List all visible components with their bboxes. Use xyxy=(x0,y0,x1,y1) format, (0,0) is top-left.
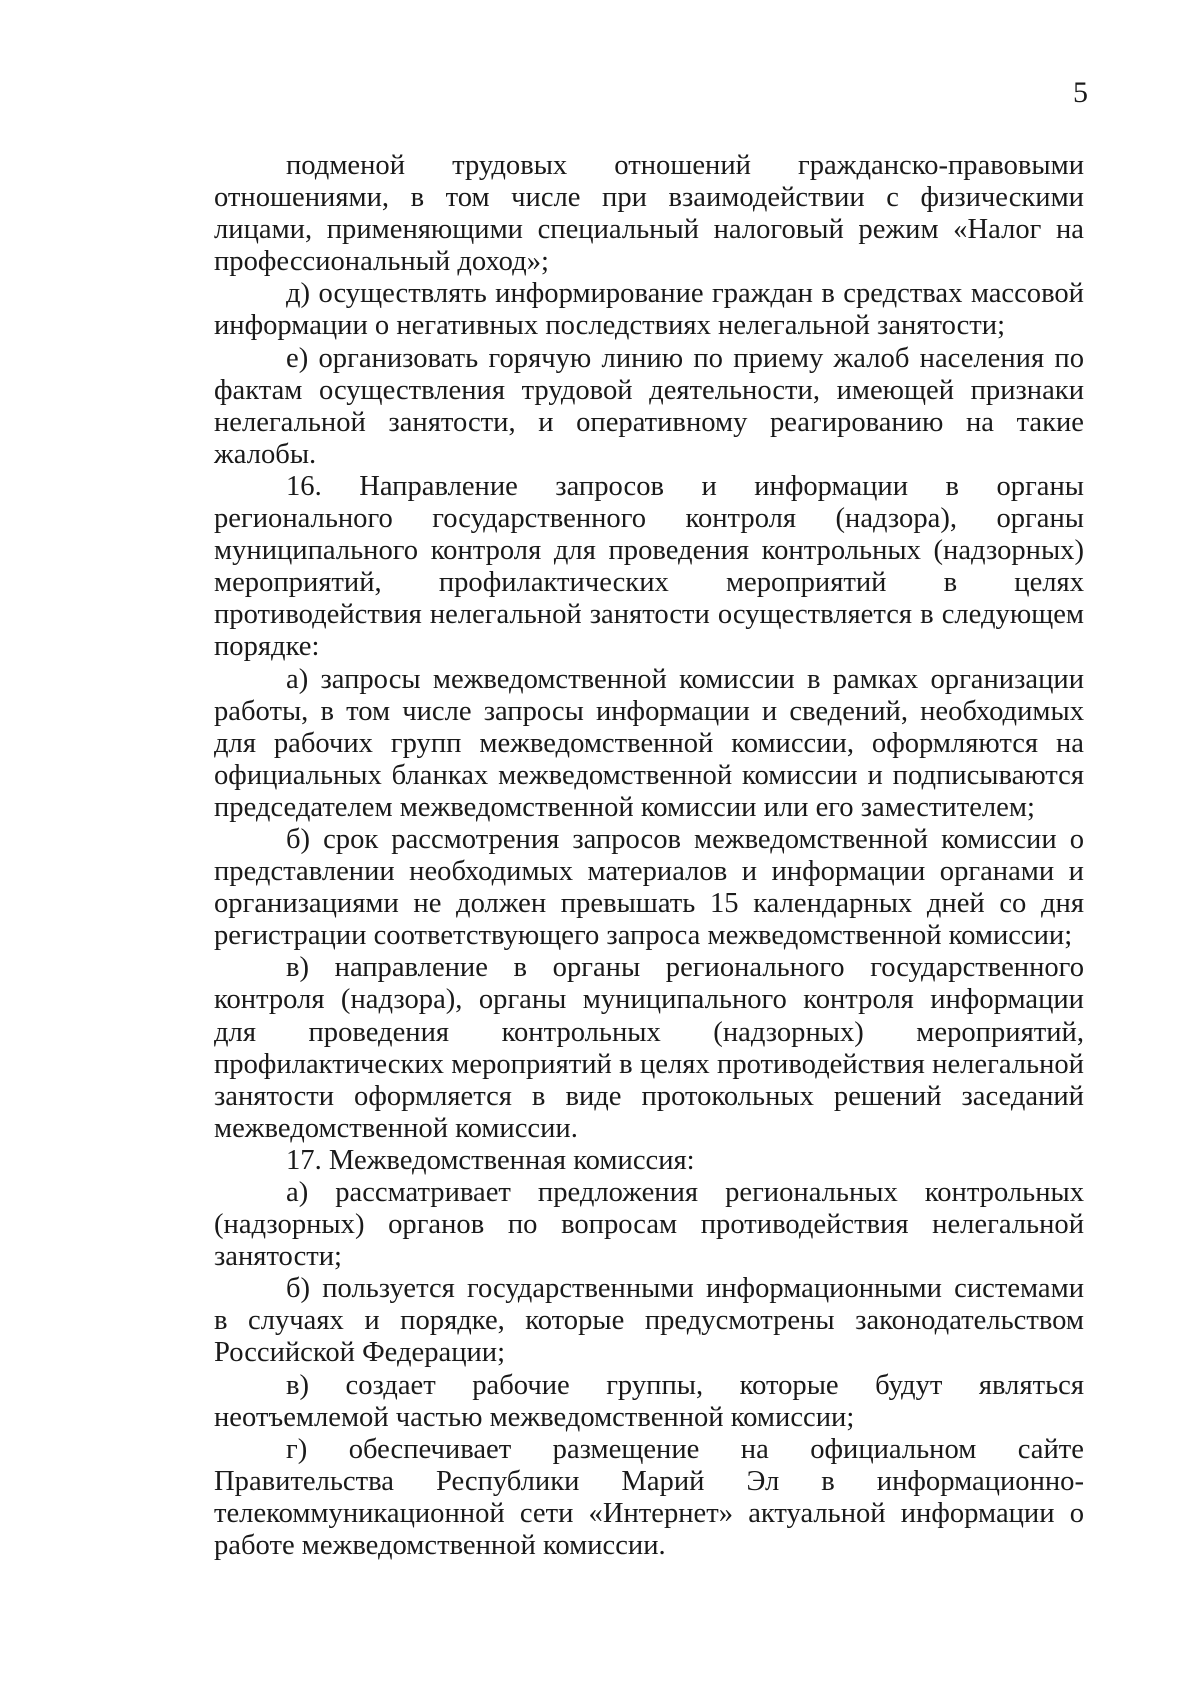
page-number: 5 xyxy=(1073,76,1088,109)
paragraph-16-item-a: а) запросы межведомственной комиссии в рамках организации работы, в том числе запросы информации и сведений, необходимых для рабочих групп межведомственной комиссии, оформляются на официальных бланках межведомственной комиссии и подписываются председателем межведомственной комиссии или его заместителем; xyxy=(214,663,1084,823)
paragraph-section-16: 16. Направление запросов и информации в органы регионального государственного контроля (надзора), органы муниципального контроля для проведения контрольных (надзорных) мероприятий, профилактических мероприятий в целях противодействия нелегальной занятости осуществляется в следующем порядке: xyxy=(214,470,1084,663)
paragraph-17-item-v: в) создает рабочие группы, которые будут являться неотъемлемой частью межведомственной комиссии; xyxy=(214,1369,1084,1433)
paragraph-16-item-v: в) направление в органы регионального государственного контроля (надзора), органы муниципального контроля информации для проведения контрольных (надзорных) мероприятий, профилактических мероприятий в целях противодействия нелегальной занятости оформляется в виде протокольных решений заседаний межведомственной комиссии. xyxy=(214,952,1084,1144)
paragraph-17-item-b: б) пользуется государственными информационными системами в случаях и порядке, которые предусмотрены законодательством Российской Федерации; xyxy=(214,1273,1084,1369)
paragraph-item-d: д) осуществлять информирование граждан в средствах массовой информации о негативных последствиях нелегальной занятости; xyxy=(214,278,1084,342)
paragraph-section-17: 17. Межведомственная комиссия: xyxy=(286,1144,695,1176)
paragraph-continuation: подменой трудовых отношений гражданско-правовыми отношениями, в том числе при взаимодействии с физическими лицами, применяющими специальный налоговый режим «Налог на профессиональный доход»; xyxy=(214,150,1084,278)
document-body xyxy=(214,150,1084,1562)
paragraph-item-e: е) организовать горячую линию по приему жалоб населения по фактам осуществления трудовой деятельности, имеющей признаки нелегальной занятости, и оперативному реагированию на такие жалобы. xyxy=(214,342,1084,470)
paragraph-17-item-a: а) рассматривает предложения региональных контрольных (надзорных) органов по вопросам противодействия нелегальной занятости; xyxy=(214,1177,1084,1273)
paragraph-17-item-g: г) обеспечивает размещение на официальном сайте Правительства Республики Марий Эл в информационно-телекоммуникационной сети «Интернет» актуальной информации о работе межведомственной комиссии. xyxy=(214,1433,1084,1562)
paragraph-16-item-b: б) срок рассмотрения запросов межведомственной комиссии о представлении необходимых материалов и информации органами и организациями не должен превышать 15 календарных дней со дня регистрации соответствующего запроса межведомственной комиссии; xyxy=(214,823,1084,952)
